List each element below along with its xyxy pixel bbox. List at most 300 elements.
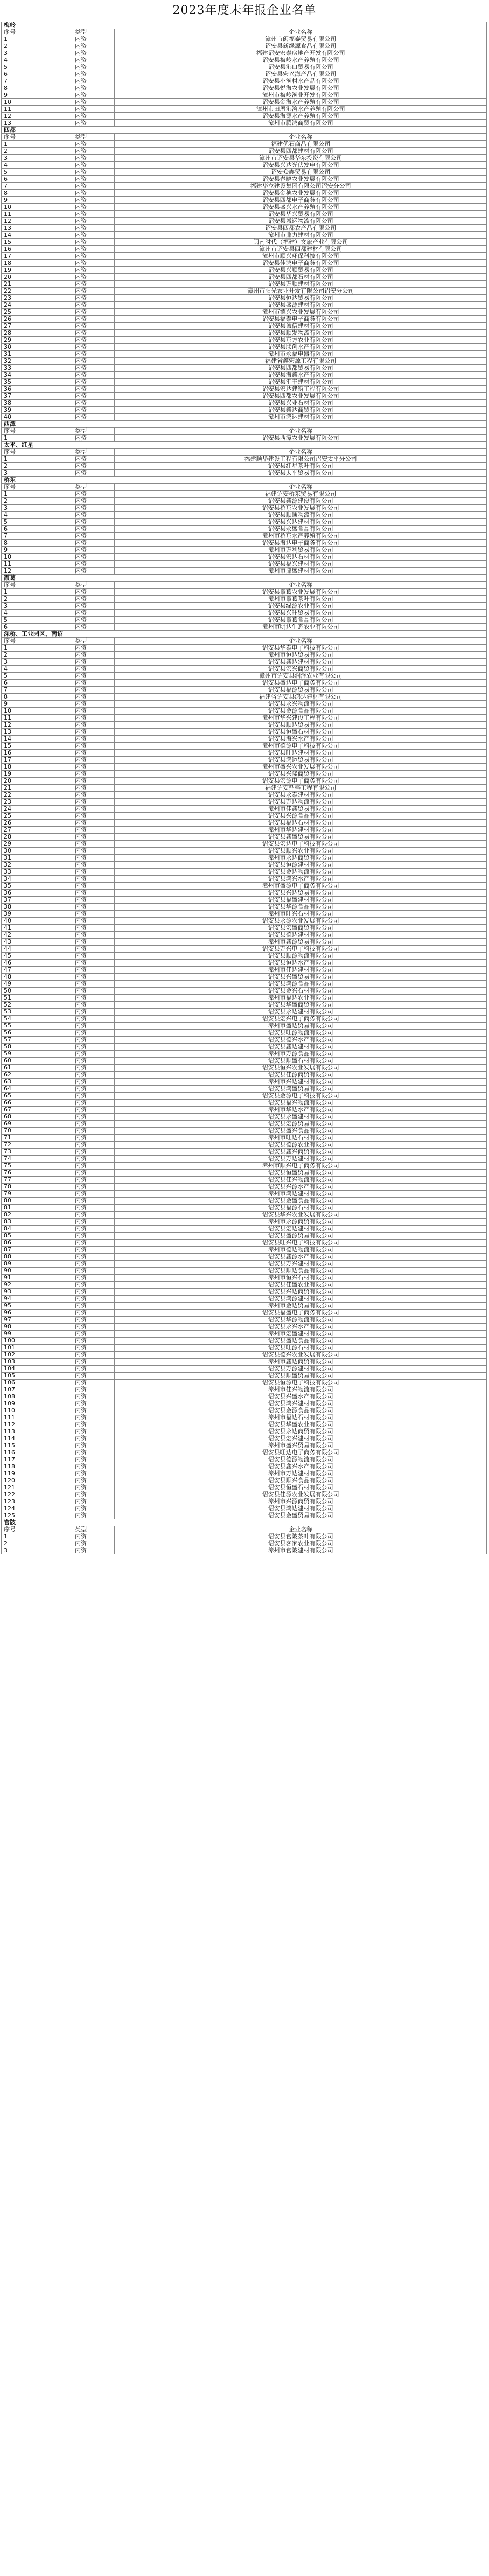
row-company-name: 漳州市鼎力建材有限公司 — [115, 232, 487, 239]
row-type: 内资 — [47, 1359, 115, 1366]
table-row — [2, 1547, 487, 1554]
row-type: 内资 — [47, 414, 115, 421]
row-number: 5 — [2, 673, 47, 680]
row-company-name: 漳州市官陂建材有限公司 — [115, 1547, 487, 1554]
table-row — [2, 505, 487, 512]
table-row — [2, 435, 487, 442]
row-company-name: 诏安县万顺建材有限公司 — [115, 281, 487, 288]
row-company-name: 诏安县金穗农业发展有限公司 — [115, 190, 487, 197]
table-row — [2, 1324, 487, 1331]
row-company-name: 诏安县旺达建材有限公司 — [115, 750, 487, 757]
row-number: 9 — [2, 197, 47, 204]
row-type: 内资 — [47, 246, 115, 253]
section-spacer — [47, 127, 487, 134]
row-company-name: 诏安县华源物流有限公司 — [115, 1317, 487, 1324]
row-company-name: 诏安县四都石材有限公司 — [115, 274, 487, 281]
table-row — [2, 953, 487, 960]
row-number: 120 — [2, 1477, 47, 1484]
row-number: 28 — [2, 330, 47, 337]
row-company-name: 诏安县宏兴建材有限公司 — [115, 1435, 487, 1442]
row-company-name: 诏安县顺达贸易有限公司 — [115, 722, 487, 729]
row-number: 6 — [2, 624, 47, 631]
table-row — [2, 778, 487, 785]
row-type: 内资 — [47, 365, 115, 372]
table-row — [2, 603, 487, 610]
row-company-name: 诏安县鑫盛贸易有限公司 — [115, 834, 487, 841]
table-row — [2, 183, 487, 190]
row-number: 11 — [2, 561, 47, 568]
row-type: 内资 — [47, 1380, 115, 1386]
table-row — [2, 85, 487, 92]
section-spacer — [47, 477, 487, 484]
table-row — [2, 1254, 487, 1261]
row-type: 内资 — [47, 113, 115, 120]
row-type: 内资 — [47, 848, 115, 855]
row-company-name: 漳州市桥东水产养殖有限公司 — [115, 533, 487, 540]
row-company-name: 诏安县顺盛贸易有限公司 — [115, 1373, 487, 1380]
row-number: 105 — [2, 1373, 47, 1380]
row-type: 内资 — [47, 617, 115, 624]
header-row — [2, 134, 487, 141]
row-type: 内资 — [47, 974, 115, 981]
table-row — [2, 1393, 487, 1400]
row-number: 32 — [2, 358, 47, 365]
row-company-name: 诏安众鑫贸易有限公司 — [115, 169, 487, 176]
row-company-name: 诏安县宏盛商贸有限公司 — [115, 925, 487, 932]
row-number: 114 — [2, 1435, 47, 1442]
row-type: 内资 — [47, 673, 115, 680]
section-row — [2, 1519, 487, 1526]
table-row — [2, 274, 487, 281]
section-label: 霞葛 — [2, 575, 47, 582]
header-no: 序号 — [2, 582, 47, 589]
row-number: 108 — [2, 1393, 47, 1400]
row-type: 内资 — [47, 155, 115, 162]
row-company-name: 诏安县新绿源食品有限公司 — [115, 43, 487, 50]
table-row — [2, 1233, 487, 1240]
row-type: 内资 — [47, 1072, 115, 1079]
table-row — [2, 925, 487, 932]
table-row — [2, 463, 487, 470]
row-type: 内资 — [47, 1044, 115, 1051]
row-number: 2 — [2, 652, 47, 659]
row-company-name: 诏安县鑫达商贸有限公司 — [115, 407, 487, 414]
row-type: 内资 — [47, 645, 115, 652]
row-company-name: 诏安县鸿源食品有限公司 — [115, 981, 487, 988]
table-row — [2, 1366, 487, 1373]
row-type: 内资 — [47, 757, 115, 764]
row-number: 121 — [2, 1484, 47, 1491]
header-row — [2, 428, 487, 435]
row-company-name: 漳州市阳光农业开发有限公司诏安分公司 — [115, 288, 487, 295]
table-row — [2, 1373, 487, 1380]
row-type: 内资 — [47, 981, 115, 988]
row-type: 内资 — [47, 771, 115, 778]
row-number: 20 — [2, 778, 47, 785]
row-number: 5 — [2, 519, 47, 526]
section-spacer — [47, 1519, 487, 1526]
row-company-name: 诏安县佳源商贸有限公司 — [115, 1072, 487, 1079]
row-type: 内资 — [47, 897, 115, 904]
row-company-name: 诏安县恒源电子科技有限公司 — [115, 1380, 487, 1386]
table-row — [2, 1345, 487, 1352]
row-type: 内资 — [47, 533, 115, 540]
row-company-name: 漳州市兴达建材有限公司 — [115, 1079, 487, 1086]
row-number: 90 — [2, 1268, 47, 1275]
table-row — [2, 1442, 487, 1449]
row-company-name: 诏安县海达电子商务有限公司 — [115, 540, 487, 547]
row-type: 内资 — [47, 1533, 115, 1540]
row-company-name: 诏安县小渔村水产品有限公司 — [115, 78, 487, 85]
table-row — [2, 1205, 487, 1212]
row-type: 内资 — [47, 925, 115, 932]
row-company-name: 诏安县兴盛水产有限公司 — [115, 1393, 487, 1400]
row-company-name: 漳州市万利贸易有限公司 — [115, 547, 487, 554]
row-company-name: 诏安县宏兴商贸有限公司 — [115, 666, 487, 673]
row-company-name: 诏安县顺盛石材有限公司 — [115, 1058, 487, 1065]
row-type: 内资 — [47, 1198, 115, 1205]
row-type: 内资 — [47, 1477, 115, 1484]
table-row — [2, 99, 487, 106]
row-type: 内资 — [47, 589, 115, 596]
row-company-name: 漳州市兴源商贸有限公司 — [115, 1498, 487, 1505]
table-row — [2, 302, 487, 309]
row-company-name: 诏安县华源食品有限公司 — [115, 904, 487, 911]
row-number: 73 — [2, 1149, 47, 1156]
table-row — [2, 596, 487, 603]
row-company-name: 诏安县华泰电子科技有限公司 — [115, 645, 487, 652]
row-type: 内资 — [47, 743, 115, 750]
table-row — [2, 1016, 487, 1023]
table-row — [2, 71, 487, 78]
table-row — [2, 1261, 487, 1268]
table-row — [2, 624, 487, 631]
row-company-name: 诏安县旺源物流有限公司 — [115, 1030, 487, 1037]
row-type: 内资 — [47, 64, 115, 71]
header-no: 序号 — [2, 449, 47, 456]
row-number: 27 — [2, 827, 47, 834]
row-company-name: 诏安县恒兴农业发展有限公司 — [115, 1065, 487, 1072]
row-company-name: 诏安县顺发物流有限公司 — [115, 330, 487, 337]
row-number: 80 — [2, 1198, 47, 1205]
row-type: 内资 — [47, 1393, 115, 1400]
row-number: 22 — [2, 792, 47, 799]
table-row — [2, 92, 487, 99]
row-number: 102 — [2, 1352, 47, 1359]
table-row — [2, 1128, 487, 1135]
row-number: 67 — [2, 1107, 47, 1114]
table-row — [2, 176, 487, 183]
row-company-name: 诏安县金达物流有限公司 — [115, 869, 487, 876]
table-row — [2, 491, 487, 498]
row-number: 70 — [2, 1128, 47, 1135]
section-row — [2, 575, 487, 582]
row-number: 19 — [2, 267, 47, 274]
row-type: 内资 — [47, 351, 115, 358]
row-number: 96 — [2, 1310, 47, 1317]
row-type: 内资 — [47, 1407, 115, 1414]
table-row — [2, 1170, 487, 1177]
header-type: 类型 — [47, 1526, 115, 1533]
table-row — [2, 1484, 487, 1491]
row-type: 内资 — [47, 267, 115, 274]
row-company-name: 诏安县华盛农业有限公司 — [115, 1421, 487, 1428]
row-type: 内资 — [47, 456, 115, 463]
row-type: 内资 — [47, 71, 115, 78]
table-row — [2, 379, 487, 386]
row-number: 36 — [2, 890, 47, 897]
row-number: 97 — [2, 1317, 47, 1324]
row-company-name: 诏安县鑫达建材有限公司 — [115, 1044, 487, 1051]
row-company-name: 漳州市德达物流有限公司 — [115, 1247, 487, 1254]
row-number: 20 — [2, 274, 47, 281]
row-company-name: 诏安县梅岭水产养殖有限公司 — [115, 57, 487, 64]
table-row — [2, 526, 487, 533]
row-company-name: 漳州市永福电器有限公司 — [115, 351, 487, 358]
row-company-name: 漳州市福达农业有限公司 — [115, 995, 487, 1002]
row-company-name: 福建诏安桥东贸易有限公司 — [115, 491, 487, 498]
row-number: 14 — [2, 232, 47, 239]
row-company-name: 漳州市霞葛茶叶有限公司 — [115, 596, 487, 603]
row-company-name: 漳州市永达商贸有限公司 — [115, 855, 487, 862]
row-number: 10 — [2, 708, 47, 715]
table-row — [2, 1505, 487, 1512]
row-company-name: 诏安县佳兴物流有限公司 — [115, 1177, 487, 1184]
row-number: 31 — [2, 855, 47, 862]
row-type: 内资 — [47, 729, 115, 736]
table-row — [2, 309, 487, 316]
row-type: 内资 — [47, 1498, 115, 1505]
row-number: 88 — [2, 1254, 47, 1261]
row-company-name: 漳州市宏盛建材有限公司 — [115, 1331, 487, 1338]
row-company-name: 诏安县福达石材有限公司 — [115, 820, 487, 827]
row-company-name: 诏安县金盛食品有限公司 — [115, 1198, 487, 1205]
row-number: 124 — [2, 1505, 47, 1512]
row-company-name: 诏安县鑫兴水产有限公司 — [115, 1463, 487, 1470]
row-number: 78 — [2, 1184, 47, 1191]
row-number: 3 — [2, 50, 47, 57]
row-company-name: 漳州市田厝港湾水产养殖有限公司 — [115, 106, 487, 113]
row-company-name: 诏安县四都农产品有限公司 — [115, 225, 487, 232]
section-spacer — [47, 22, 487, 29]
row-type: 内资 — [47, 1442, 115, 1449]
row-number: 95 — [2, 1303, 47, 1310]
table-row — [2, 960, 487, 967]
row-company-name: 诏安县官陂茶叶有限公司 — [115, 1533, 487, 1540]
row-company-name: 诏安县金海水产养殖有限公司 — [115, 99, 487, 106]
row-number: 82 — [2, 1212, 47, 1219]
table-row — [2, 246, 487, 253]
row-type: 内资 — [47, 967, 115, 974]
row-number: 34 — [2, 876, 47, 883]
row-type: 内资 — [47, 1547, 115, 1554]
table-row — [2, 1338, 487, 1345]
row-type: 内资 — [47, 519, 115, 526]
row-company-name: 诏安县兴顺贸易有限公司 — [115, 267, 487, 274]
table-row — [2, 498, 487, 505]
header-type: 类型 — [47, 484, 115, 491]
row-number: 26 — [2, 316, 47, 323]
row-company-name: 漳州市永源商贸有限公司 — [115, 1219, 487, 1226]
row-number: 8 — [2, 190, 47, 197]
row-number: 4 — [2, 57, 47, 64]
row-company-name: 诏安县万达建材有限公司 — [115, 1156, 487, 1163]
table-row — [2, 1533, 487, 1540]
row-company-name: 诏安县永盛建材有限公司 — [115, 1114, 487, 1121]
row-company-name: 诏安县兴盛贸易有限公司 — [115, 974, 487, 981]
row-number: 6 — [2, 71, 47, 78]
row-type: 内资 — [47, 946, 115, 953]
row-company-name: 诏安县旺兴电子科技有限公司 — [115, 1240, 487, 1247]
table-row — [2, 1470, 487, 1477]
row-company-name: 漳州市旺兴石材有限公司 — [115, 911, 487, 918]
row-number: 21 — [2, 785, 47, 792]
row-type: 内资 — [47, 344, 115, 351]
row-type: 内资 — [47, 911, 115, 918]
row-type: 内资 — [47, 1086, 115, 1093]
header-type: 类型 — [47, 582, 115, 589]
row-company-name: 诏安县德兴水产有限公司 — [115, 1037, 487, 1044]
row-number: 62 — [2, 1072, 47, 1079]
row-number: 72 — [2, 1142, 47, 1149]
row-type: 内资 — [47, 1289, 115, 1296]
row-company-name: 诏安县港口贸易有限公司 — [115, 64, 487, 71]
row-type: 内资 — [47, 148, 115, 155]
row-type: 内资 — [47, 274, 115, 281]
table-row — [2, 813, 487, 820]
row-number: 36 — [2, 386, 47, 393]
table-row — [2, 918, 487, 925]
table-row — [2, 197, 487, 204]
row-company-name: 诏安县四都农业发展有限公司 — [115, 393, 487, 400]
header-type: 类型 — [47, 428, 115, 435]
row-type: 内资 — [47, 841, 115, 848]
row-number: 84 — [2, 1226, 47, 1233]
table-row — [2, 834, 487, 841]
row-type: 内资 — [47, 1065, 115, 1072]
row-type: 内资 — [47, 1121, 115, 1128]
row-type: 内资 — [47, 1051, 115, 1058]
row-type: 内资 — [47, 1456, 115, 1463]
row-number: 24 — [2, 302, 47, 309]
table-row — [2, 1310, 487, 1317]
row-number: 109 — [2, 1400, 47, 1407]
row-number: 111 — [2, 1414, 47, 1421]
row-company-name: 诏安县霞葛农业发展有限公司 — [115, 589, 487, 596]
row-company-name: 诏安县霞葛食品有限公司 — [115, 617, 487, 624]
table-row — [2, 253, 487, 260]
row-number: 25 — [2, 813, 47, 820]
row-number: 2 — [2, 43, 47, 50]
row-type: 内资 — [47, 736, 115, 743]
row-type: 内资 — [47, 1030, 115, 1037]
row-type: 内资 — [47, 1135, 115, 1142]
row-number: 2 — [2, 463, 47, 470]
table-row — [2, 1212, 487, 1219]
row-type: 内资 — [47, 876, 115, 883]
row-number: 43 — [2, 939, 47, 946]
table-row — [2, 344, 487, 351]
row-number: 2 — [2, 498, 47, 505]
table-row — [2, 1331, 487, 1338]
row-number: 41 — [2, 925, 47, 932]
row-type: 内资 — [47, 337, 115, 344]
row-number: 86 — [2, 1240, 47, 1247]
row-number: 91 — [2, 1275, 47, 1282]
table-row — [2, 589, 487, 596]
row-type: 内资 — [47, 85, 115, 92]
row-company-name: 诏安县顺源物流有限公司 — [115, 953, 487, 960]
row-number: 85 — [2, 1233, 47, 1240]
row-type: 内资 — [47, 624, 115, 631]
row-number: 19 — [2, 771, 47, 778]
header-row — [2, 449, 487, 456]
row-company-name: 诏安县德源农业有限公司 — [115, 1142, 487, 1149]
row-company-name: 漳州市盛源电子商务有限公司 — [115, 883, 487, 890]
row-number: 2 — [2, 1540, 47, 1547]
row-number: 9 — [2, 701, 47, 708]
row-company-name: 闽南时代（福建）文旅产业有限公司 — [115, 239, 487, 246]
row-number: 7 — [2, 687, 47, 694]
row-type: 内资 — [47, 1435, 115, 1442]
table-row — [2, 1268, 487, 1275]
table-row — [2, 715, 487, 722]
row-company-name: 诏安县鸿兴水产有限公司 — [115, 876, 487, 883]
row-type: 内资 — [47, 680, 115, 687]
table-row — [2, 1414, 487, 1421]
row-company-name: 诏安县万兴电子科技有限公司 — [115, 946, 487, 953]
row-type: 内资 — [47, 1512, 115, 1519]
row-number: 6 — [2, 176, 47, 183]
table-row — [2, 841, 487, 848]
table-row — [2, 1380, 487, 1386]
row-type: 内资 — [47, 1463, 115, 1470]
row-company-name: 诏安县金源食品有限公司 — [115, 1407, 487, 1414]
row-company-name: 诏安县悦海农业发展有限公司 — [115, 85, 487, 92]
table-row — [2, 120, 487, 127]
row-number: 17 — [2, 253, 47, 260]
table-row — [2, 1079, 487, 1086]
row-type: 内资 — [47, 309, 115, 316]
row-number: 40 — [2, 918, 47, 925]
header-row — [2, 29, 487, 36]
row-type: 内资 — [47, 162, 115, 169]
row-number: 37 — [2, 393, 47, 400]
row-type: 内资 — [47, 407, 115, 414]
row-company-name: 诏安县德兴农业发展有限公司 — [115, 1352, 487, 1359]
table-row — [2, 1177, 487, 1184]
header-row — [2, 484, 487, 491]
row-number: 4 — [2, 610, 47, 617]
row-number: 42 — [2, 932, 47, 939]
row-company-name: 漳州市万源食品有限公司 — [115, 1051, 487, 1058]
table-row — [2, 43, 487, 50]
row-type: 内资 — [47, 281, 115, 288]
row-company-name: 诏安县宏达建筑工程有限公司 — [115, 386, 487, 393]
table-row — [2, 1491, 487, 1498]
header-name: 企业名称 — [115, 29, 487, 36]
row-number: 44 — [2, 946, 47, 953]
row-company-name: 漳州市德源电子科技有限公司 — [115, 743, 487, 750]
row-type: 内资 — [47, 1023, 115, 1030]
table-row — [2, 1477, 487, 1484]
row-company-name: 福建省鑫宏源工程有限公司 — [115, 358, 487, 365]
row-number: 1 — [2, 141, 47, 148]
row-number: 13 — [2, 120, 47, 127]
table-row — [2, 792, 487, 799]
section-label: 官陂 — [2, 1519, 47, 1526]
row-number: 10 — [2, 554, 47, 561]
